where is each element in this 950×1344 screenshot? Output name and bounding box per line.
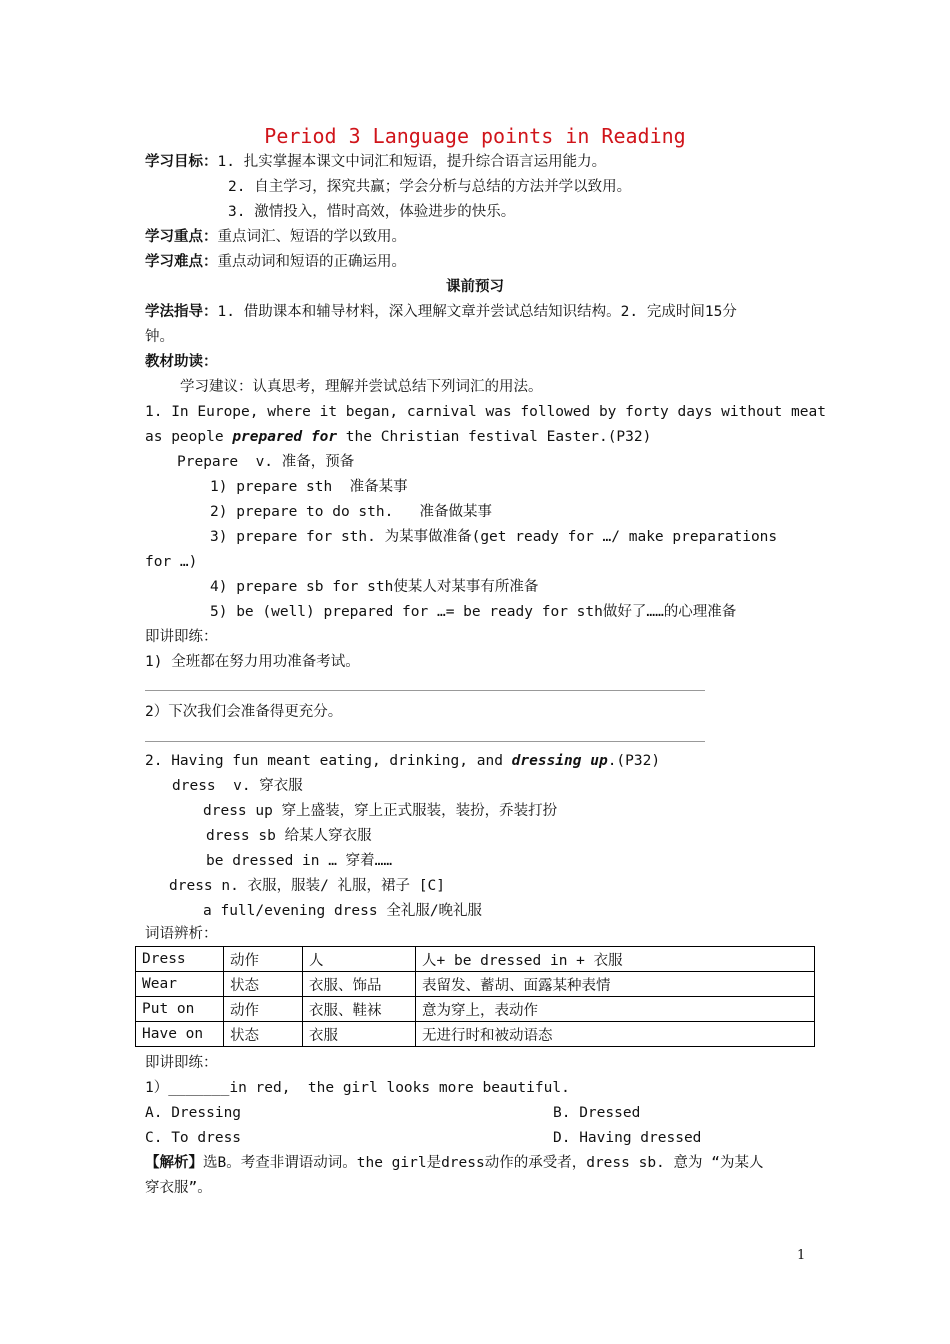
- method-text: 1. 借助课本和辅导材料，深入理解文章并尝试总结知识结构。2. 完成时间15分: [217, 304, 737, 320]
- option-c[interactable]: C. To dress: [145, 1130, 242, 1146]
- table-cell: 状态: [224, 1022, 303, 1047]
- item2-line: dress v. 穿衣服: [172, 778, 303, 794]
- table-cell: Have on: [136, 1022, 224, 1047]
- difficult-line: [145, 250, 406, 274]
- item1-sentence: 1. In Europe, where it began, carnival was followed by forty days without meat: [145, 404, 826, 420]
- key-line: [145, 225, 406, 249]
- text-run: 2. Having fun meant eating, drinking, and: [145, 753, 512, 769]
- table-cell: Dress: [136, 947, 224, 972]
- text-run: .(P32): [607, 753, 661, 769]
- preview-heading: 课前预习: [446, 279, 504, 295]
- analysis-text: 选B。考查非谓语动词。the girl是dress动作的承受者，dress sb. 意为 “为某人: [203, 1155, 764, 1171]
- usage-line: for …): [145, 554, 198, 570]
- usage-line: 2) prepare to do sth. 准备做某事: [210, 504, 493, 520]
- comparison-table: [135, 946, 815, 1047]
- question-stem: 1）_______in red, the girl looks more beautiful.: [145, 1080, 570, 1096]
- practice-item: 1) 全班都在努力用功准备考试。: [145, 654, 360, 670]
- text-run: the Christian festival Easter.(P32): [337, 429, 652, 445]
- table-cell: Wear: [136, 972, 224, 997]
- table-row: [136, 947, 815, 972]
- usage-line: 1) prepare sth 准备某事: [210, 479, 408, 495]
- usage-line: 5) be (well) prepared for …= be ready for sth做好了……的心理准备: [210, 604, 737, 620]
- table-row: [136, 997, 815, 1022]
- difficult-label: 学习难点：: [145, 254, 218, 270]
- table-cell: 衣服、鞋袜: [303, 997, 416, 1022]
- key-label: 学习重点：: [145, 229, 218, 245]
- option-a[interactable]: A. Dressing: [145, 1105, 242, 1121]
- keyword: dressing up: [511, 753, 608, 769]
- analysis-text-cont: 穿衣服”。: [145, 1180, 212, 1196]
- table-cell: 人+ be dressed in + 衣服: [416, 947, 815, 972]
- page-number: 1: [797, 1248, 806, 1263]
- method-line: [145, 300, 737, 324]
- page-title: Period 3 Language points in Reading: [264, 124, 686, 148]
- item1-sentence-cont: [145, 425, 651, 449]
- practice-label: 即讲即练：: [145, 629, 218, 645]
- item2-line: dress up 穿上盛装，穿上正式服装，装扮，乔装打扮: [203, 803, 558, 819]
- practice-label: 即讲即练：: [145, 1055, 218, 1071]
- usage-line: 4) prepare sb for sth使某人对某事有所准备: [210, 579, 539, 595]
- item2-line: a full/evening dress 全礼服/晚礼服: [203, 903, 483, 919]
- item2-line: dress n. 衣服，服装/ 礼服，裙子 [C]: [169, 878, 445, 894]
- table-cell: 状态: [224, 972, 303, 997]
- option-d[interactable]: D. Having dressed: [553, 1130, 702, 1146]
- analysis-line: [145, 1151, 763, 1175]
- answer-blank[interactable]: [145, 741, 705, 742]
- table-cell: 无进行时和被动语态: [416, 1022, 815, 1047]
- suggestion: 学习建议：认真思考，理解并尝试总结下列词汇的用法。: [180, 379, 543, 395]
- table-cell: 衣服、饰品: [303, 972, 416, 997]
- goals-label: 学习目标：: [145, 154, 218, 170]
- goals-line-1: [145, 150, 606, 174]
- table-cell: 动作: [224, 947, 303, 972]
- goal-item: 2. 自主学习，探究共赢；学会分析与总结的方法并学以致用。: [228, 179, 632, 195]
- usage-line: 3) prepare for sth. 为某事做准备(get ready for …/ make preparations: [210, 529, 778, 545]
- table-row: [136, 972, 815, 997]
- compare-label: 词语辨析：: [145, 926, 218, 942]
- difficult-text: 重点动词和短语的正确运用。: [217, 254, 406, 270]
- table-cell: 表留发、蓄胡、面露某种表情: [416, 972, 815, 997]
- method-label: 学法指导：: [145, 304, 218, 320]
- table-cell: 意为穿上，表动作: [416, 997, 815, 1022]
- item2-line: be dressed in … 穿着……: [206, 853, 393, 869]
- table-row: [136, 1022, 815, 1047]
- table-cell: Put on: [136, 997, 224, 1022]
- option-b[interactable]: B. Dressed: [553, 1105, 641, 1121]
- keyword: prepared for: [232, 429, 338, 445]
- textbook-label: 教材助读：: [145, 354, 218, 370]
- item2-sentence: [145, 749, 660, 773]
- method-text-cont: 钟。: [145, 329, 174, 345]
- table-cell: 衣服: [303, 1022, 416, 1047]
- goal-item: 3. 激情投入，惜时高效，体验进步的快乐。: [228, 204, 516, 220]
- practice-item: 2）下次我们会准备得更充分。: [145, 704, 343, 720]
- table-cell: 动作: [224, 997, 303, 1022]
- answer-blank[interactable]: [145, 690, 705, 691]
- analysis-label: 【解析】: [145, 1155, 203, 1171]
- item1-head: Prepare v. 准备，预备: [177, 454, 355, 470]
- table-cell: 人: [303, 947, 416, 972]
- key-text: 重点词汇、短语的学以致用。: [217, 229, 406, 245]
- text-run: as people: [145, 429, 233, 445]
- item2-line: dress sb 给某人穿衣服: [206, 828, 372, 844]
- goal-item: 1. 扎实掌握本课文中词汇和短语，提升综合语言运用能力。: [217, 154, 607, 170]
